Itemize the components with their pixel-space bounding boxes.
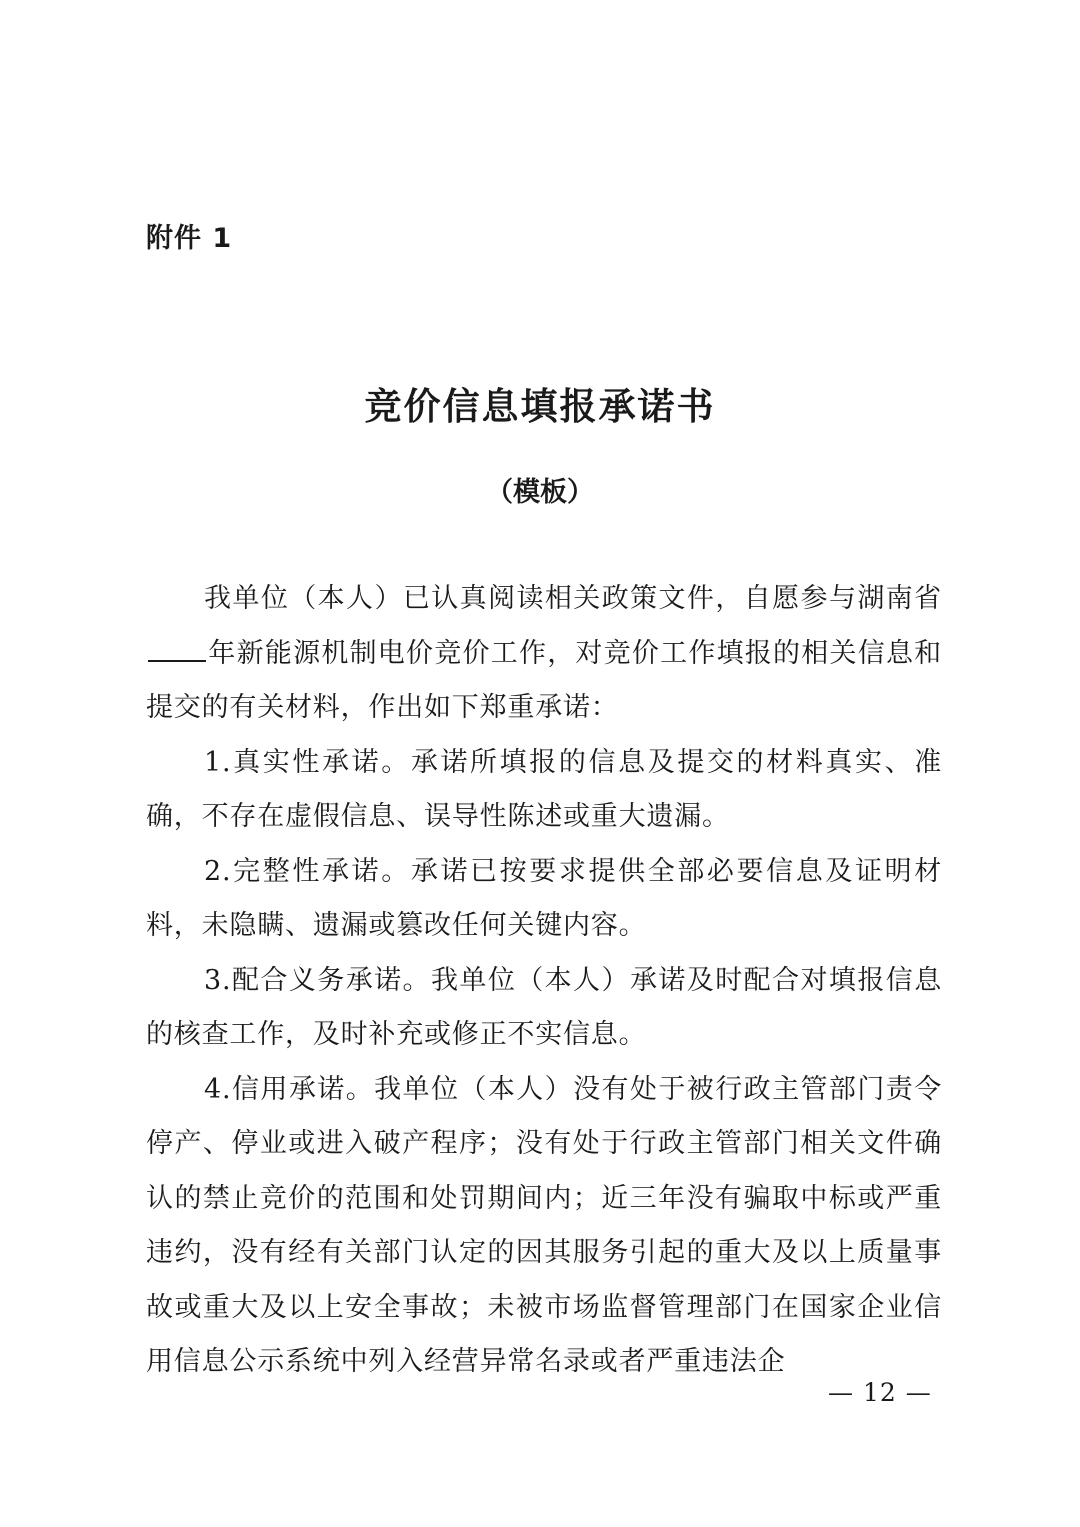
document-body — [146, 572, 942, 1390]
commitment-item-3: 3.配合义务承诺。我单位（本人）承诺及时配合对填报信息的核查工作，及时补充或修正不实信息。 — [146, 964, 942, 1050]
page-number: — 12 — — [828, 1378, 932, 1407]
attachment-label: 附件 1 — [146, 223, 233, 254]
intro-paragraph — [146, 572, 942, 736]
commitment-item-1: 1.真实性承诺。承诺所填报的信息及提交的材料真实、准确，不存在虚假信息、误导性陈述或重大遗漏。 — [146, 746, 942, 832]
commitment-item-2: 2.完整性承诺。承诺已按要求提供全部必要信息及证明材料，未隐瞒、遗漏或篡改任何关键内容。 — [146, 855, 942, 941]
intro-text-part2: 年新能源机制电价竞价工作，对竞价工作填报的相关信息和提交的有关材料，作出如下郑重承诺： — [146, 637, 942, 723]
commitment-item-4: 4.信用承诺。我单位（本人）没有处于被行政主管部门责令停产、停业或进入破产程序；没有处于行政主管部门相关文件确认的禁止竞价的范围和处罚期间内；近三年没有骗取中标或严重违约，没有经有关部门认定的因其服务引起的重大及以上质量事故或重大及以上安全事故；未被市场监督管理部门在国家企业信用信息公示系统中列入经营异常名录或者严重违法企 — [146, 1073, 942, 1377]
document-title: 竞价信息填报承诺书 — [364, 385, 716, 428]
intro-text-part1: 我单位（本人）已认真阅读相关政策文件，自愿参与湖南省 — [204, 583, 942, 614]
document-subtitle: （模板） — [486, 477, 594, 508]
year-blank-field — [148, 636, 206, 662]
